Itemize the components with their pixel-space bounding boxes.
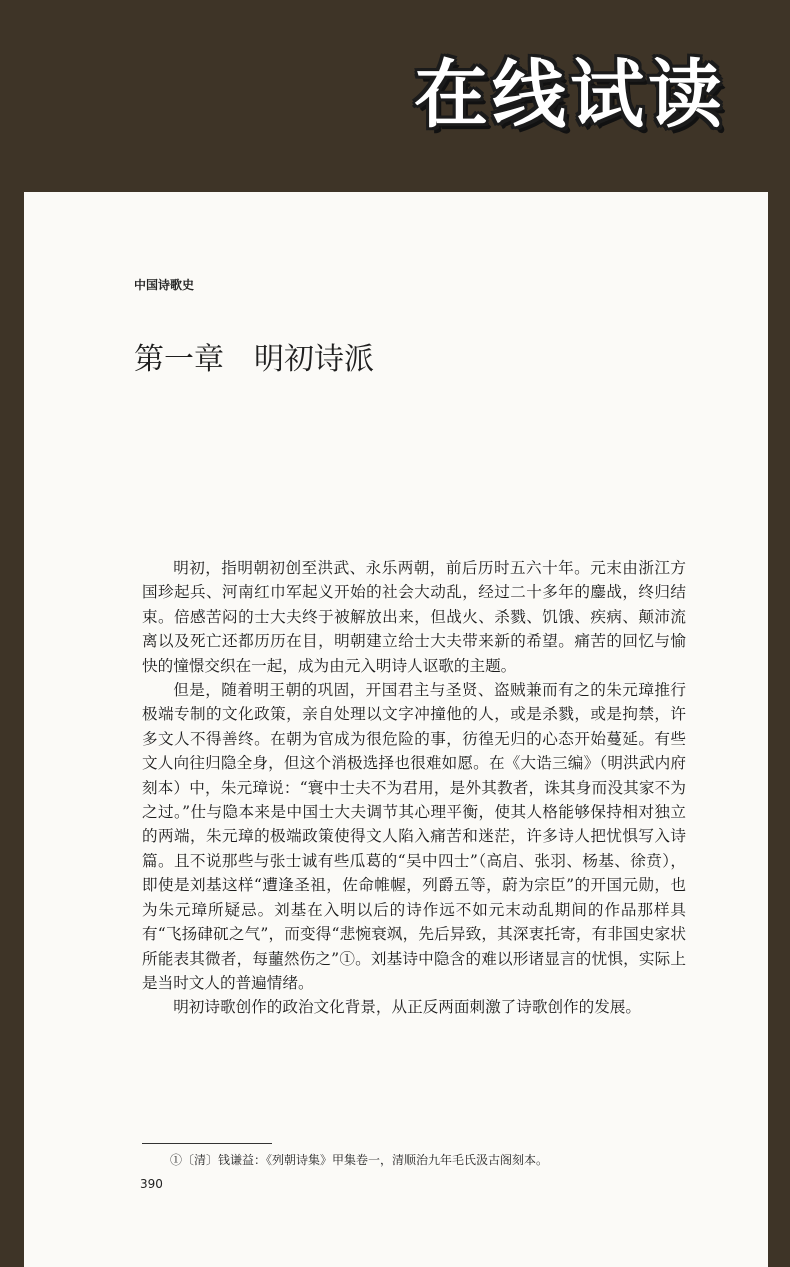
paragraph: 明初诗歌创作的政治文化背景，从正反两面刺激了诗歌创作的发展。 bbox=[173, 998, 642, 1017]
footnote: ①〔清〕钱谦益：《列朝诗集》甲集卷一，清顺治九年毛氏汲古阁刻本。 bbox=[170, 1153, 549, 1167]
book-page bbox=[24, 192, 768, 1267]
banner-title: 在线试读 bbox=[414, 52, 726, 138]
footnote-divider bbox=[142, 1143, 272, 1144]
paragraph: 但是，随着明王朝的巩固，开国君主与圣贤、盗贼兼而有之的朱元璋推行极端专制的文化政策，亲自处理以文字冲撞他的人，或是杀戮，或是拘禁，许多文人不得善终。在朝为官成为很危险的事，彷徨无归的心态开始蔓延。有些文人向往归隐全身，但这个消极选择也很难如愿。在《大诰三编》（明洪武内府刻本）中，朱元璋说：“寰中士夫不为君用，是外其教者，诛其身而没其家不为之过。”仕与隐本来是中国士大夫调节其心理平衡，使其人格能够保持相对独立的两端，朱元璋的极端政策使得文人陷入痛苦和迷茫，许多诗人把忧惧写入诗篇。且不说那些与张士诚有些瓜葛的“吴中四士”（高启、张羽、杨基、徐贲），即使是刘基这样“遭逢圣祖，佐命帷幄，列爵五等，蔚为宗臣”的开国元勋，也为朱元璋所疑忌。刘基在入明以后的诗作远不如元末动乱期间的作品那样具有“飞扬硉矹之气”，而变得“悲惋衰飒，先后异致，其深衷托寄，有非国史家状所能表其微者，每蘁然伤之”①。刘基诗中隐含的难以形诸显言的忧惧，实际上是当时文人的普遍情绪。 bbox=[142, 681, 686, 992]
running-head: 中国诗歌史 bbox=[134, 278, 195, 292]
paragraph: 明初，指明朝初创至洪武、永乐两朝，前后历时五六十年。元末由浙江方国珍起兵、河南红巾军起义开始的社会大动乱，经过二十多年的鏖战，终归结束。倍感苦闷的士大夫终于被解放出来，但战火、杀戮、饥饿、疾病、颠沛流离以及死亡还都历历在目，明朝建立给士大夫带来新的希望。痛苦的回忆与愉快的憧憬交织在一起，成为由元入明诗人讴歌的主题。 bbox=[142, 559, 686, 675]
page-number: 390 bbox=[140, 1177, 163, 1191]
body-text bbox=[142, 556, 686, 1020]
chapter-title: 第一章 明初诗派 bbox=[134, 342, 374, 378]
